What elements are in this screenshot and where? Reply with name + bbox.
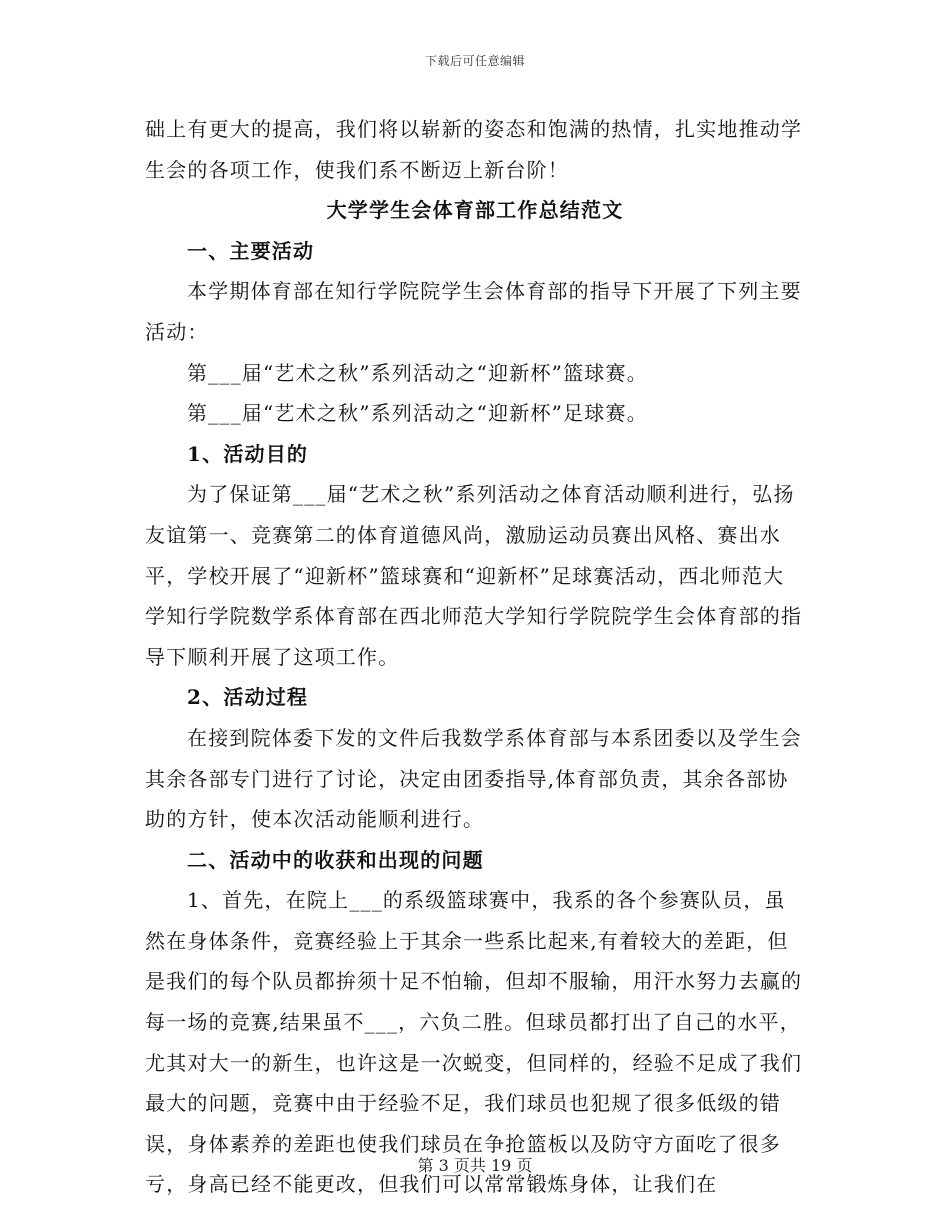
paragraph: 1、首先，在院上___的系级篮球赛中，我系的各个参赛队员，虽然在身体条件，竞赛经验上于其余一些系比起来,有着较大的差距，但是我们的每个队员都拚须十足不怕输，但却不服输，用汗水努力去赢的每一场的竞赛,结果虽不___，六负二胜。但球员都打出了自己的水平，尤其对大一的新生，也许这是一次蜕变，但同样的，经验不足成了我们最大的问题，竞赛中由于经验不足，我们球员也犯规了很多低级的错误，身体素养的差距也使我们球员在争抢篮板以及防守方面吃了很多亏，身高已经不能更改，但我们可以常常锻炼身体，让我们在 xyxy=(145,888,803,1197)
paragraph: 第___届“艺术之秋”系列活动之“迎新杯”足球赛。 xyxy=(187,401,648,426)
paragraph: 本学期体育部在知行学院院学生会体育部的指导下开展了下列主要活动： xyxy=(145,279,802,344)
section-heading: 2、活动过程 xyxy=(187,685,309,710)
paragraph: 第___届“艺术之秋”系列活动之“迎新杯”篮球赛。 xyxy=(187,360,648,385)
paragraph-continuation: 础上有更大的提高，我们将以崭新的姿态和饱满的热情，扎实地推动学生会的各项工作，使我们系不断迈上新台阶！ xyxy=(145,117,803,182)
paragraph: 为了保证第___届“艺术之秋”系列活动之体育活动顺利进行，弘扬友谊第一、竞赛第二的体育道德风尚，激励运动员赛出风格、赛出水平，学校开展了“迎新杯”篮球赛和“迎新杯”足球赛活动，西北师范大学知行学院数学系体育部在西北师范大学知行学院院学生会体育部的指导下顺利开展了这项工作。 xyxy=(145,482,803,669)
section-heading: 一、主要活动 xyxy=(187,238,315,263)
paragraph: 在接到院体委下发的文件后我数学系体育部与本系团委以及学生会其余各部专门进行了讨论，决定由团委指导,体育部负责，其余各部协助的方针，使本次活动能顺利进行。 xyxy=(145,725,802,832)
section-heading: 二、活动中的收获和出现的问题 xyxy=(187,847,484,872)
page-number: 第 3 页共 19 页 xyxy=(417,1156,533,1175)
document-title: 大学学生会体育部工作总结范文 xyxy=(326,198,624,223)
page-header: 下载后可任意编辑 xyxy=(424,54,525,68)
section-heading: 1、活动目的 xyxy=(187,441,309,466)
document-body xyxy=(145,109,805,1205)
